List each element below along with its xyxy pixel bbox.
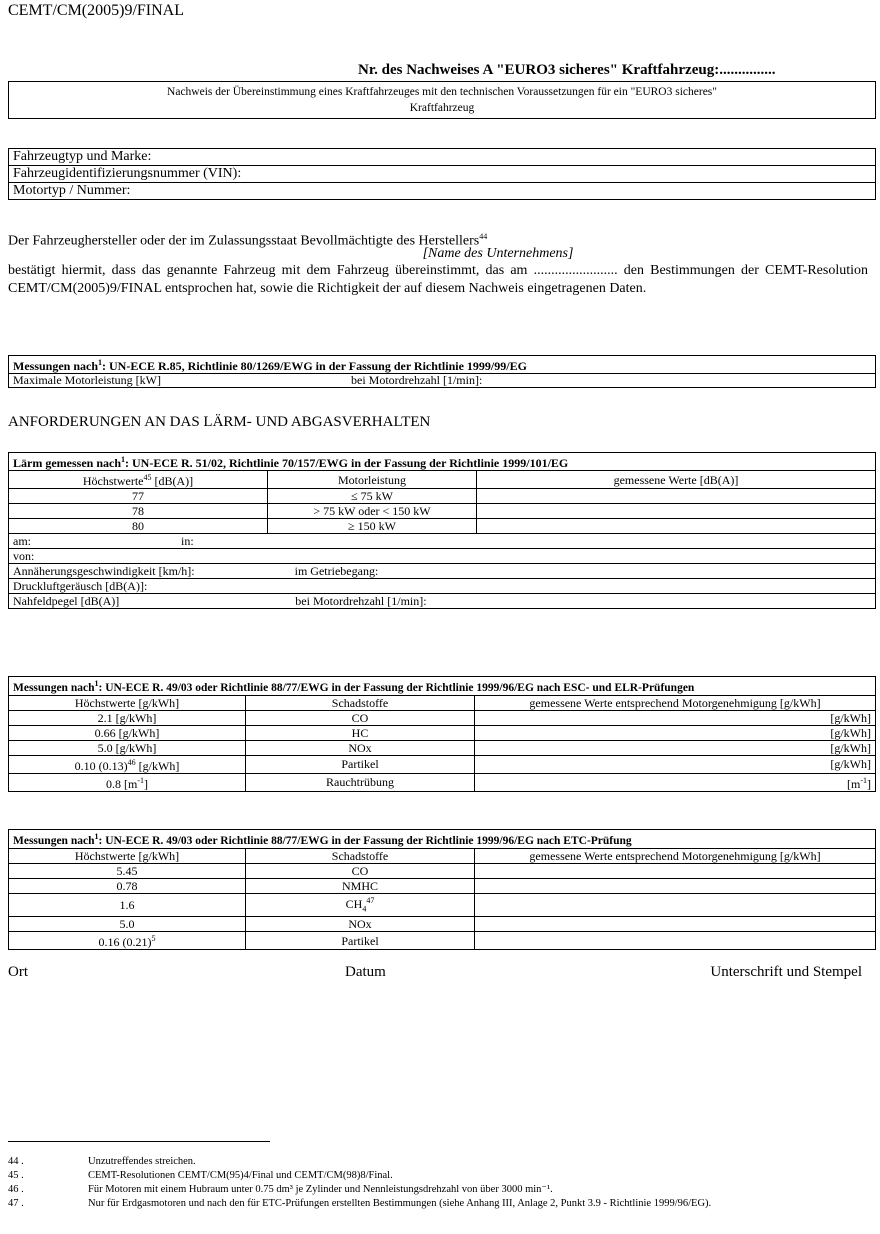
esc-measured-field[interactable]: [g/kWh] <box>475 740 876 755</box>
etc-col-max: Höchstwerte [g/kWh] <box>9 848 246 863</box>
etc-pollutant: NMHC <box>246 878 475 893</box>
table-row <box>9 725 876 740</box>
signature-date-label: Datum <box>345 964 386 980</box>
etc-max-value: 0.78 <box>9 878 246 893</box>
table-row <box>9 755 876 773</box>
esc-measured-field[interactable]: $[m^{-1}]$ <box>475 773 876 791</box>
table-row <box>9 863 876 878</box>
air-noise-field[interactable]: Druckluftgeräusch [dB(A)]: <box>9 579 876 594</box>
table-row <box>9 773 876 791</box>
vehicle-info-table <box>8 148 876 200</box>
noise-power-class: > 75 kW oder < 150 kW <box>268 504 477 519</box>
section-heading: ANFORDERUNGEN AN DAS LÄRM- UND ABGASVERHALTEN <box>8 414 431 430</box>
power-measurement-table <box>8 355 876 388</box>
noise-max-value: 78 <box>9 504 268 519</box>
vehicle-type-field[interactable]: Fahrzeugtyp und Marke: <box>9 149 876 166</box>
etc-measured-field[interactable] <box>475 917 876 932</box>
esc-col-max: Höchstwerte [g/kWh] <box>9 695 246 710</box>
power-measurement-header: Messungen nach$^1$: UN-ECE R.85, Richtlinie 80/1269/EWG in der Fassung der Richtlinie 1999/99/EG <box>9 356 876 374</box>
noise-measured-field[interactable] <box>477 504 876 519</box>
noise-date-place-field[interactable]: am: in: <box>9 534 876 549</box>
etc-measured-field[interactable] <box>475 932 876 950</box>
noise-measured-field[interactable] <box>477 489 876 504</box>
esc-max-value: 0.66 [g/kWh] <box>9 725 246 740</box>
max-power-field[interactable]: Maximale Motorleistung [kW] <box>9 374 348 388</box>
esc-emissions-table <box>8 676 876 792</box>
etc-max-value: 1.6 <box>9 893 246 916</box>
footnote: 47 . Nur für Erdgasmotoren und nach den für ETC-Prüfungen erstellten Bestimmungen (siehe Anhang III, Anlage 2, Punkt 3.9 - Richtlinie 1999/96/EG). <box>8 1198 712 1209</box>
etc-pollutant: NOx <box>246 917 475 932</box>
esc-col-pollutant: Schadstoffe <box>246 695 475 710</box>
noise-measured-field[interactable] <box>477 519 876 534</box>
noise-power-class: ≤ 75 kW <box>268 489 477 504</box>
table-row <box>9 740 876 755</box>
etc-col-pollutant: Schadstoffe <box>246 848 475 863</box>
company-name-placeholder: [Name des Unternehmens] <box>422 246 574 261</box>
table-row <box>9 489 876 504</box>
rpm-field[interactable]: bei Motordrehzahl [1/min]: <box>347 374 876 388</box>
signature-stamp-label: Unterschrift und Stempel <box>710 964 862 980</box>
table-row <box>9 519 876 534</box>
esc-pollutant: CO <box>246 710 475 725</box>
noise-max-value: 80 <box>9 519 268 534</box>
noise-col-measured: gemessene Werte [dB(A)] <box>477 471 876 489</box>
noise-col-power: Motorleistung <box>268 471 477 489</box>
table-row <box>9 710 876 725</box>
esc-max-value: 5.0 [g/kWh] <box>9 740 246 755</box>
etc-max-value: 0.16 $(0.21)^5$ <box>9 932 246 950</box>
noise-table <box>8 452 876 609</box>
footnotes <box>8 1155 868 1211</box>
noise-von-field[interactable]: von: <box>9 549 876 564</box>
etc-measured-field[interactable] <box>475 878 876 893</box>
etc-max-value: 5.45 <box>9 863 246 878</box>
subtitle-line-1: Nachweis der Übereinstimmung eines Kraftfahrzeuges mit den technischen Voraussetzungen für ein "EURO3 sicheres" <box>167 86 717 98</box>
esc-col-measured: gemessene Werte entsprechend Motorgenehmigung [g/kWh] <box>475 695 876 710</box>
etc-emissions-table <box>8 829 876 950</box>
esc-pollutant: Rauchtrübung <box>246 773 475 791</box>
subtitle-line-2: Kraftfahrzeug <box>409 102 475 114</box>
etc-pollutant: Partikel <box>246 932 475 950</box>
etc-header: Messungen nach$^1$: UN-ECE R. 49/03 oder Richtlinie 88/77/EWG in der Fassung der Richtlinie 1999/96/EG nach ETC-Prüfung <box>9 830 876 849</box>
esc-max-value: 0.10 $(0.13)^{46}$ [g/kWh] <box>9 755 246 773</box>
confirmation-text: bestätigt hiermit, dass das genannte Fahrzeug mit dem Fahrzeug übereinstimmt, das am ........................ den Bestimmungen der CEMT-Resolution CEMT/CM(2005)9/FINAL entsprochen hat, sowie die Richtigkeit der auf diesem Nachweis eingetragenen Daten. <box>8 263 868 296</box>
esc-measured-field[interactable]: [g/kWh] <box>475 710 876 725</box>
noise-max-value: 77 <box>9 489 268 504</box>
manufacturer-statement: Der Fahrzeughersteller oder der im Zulassungsstaat Bevollmächtigte des Herstellers$^{44}$ <box>8 232 488 249</box>
table-row <box>9 504 876 519</box>
footnote: 45 . CEMT-Resolutionen CEMT/CM(95)4/Final und CEMT/CM(98)8/Final. <box>8 1170 393 1181</box>
esc-measured-field[interactable]: [g/kWh] <box>475 755 876 773</box>
etc-measured-field[interactable] <box>475 863 876 878</box>
document-id: CEMT/CM(2005)9/FINAL <box>8 2 184 19</box>
certificate-subtitle <box>8 81 876 119</box>
table-row <box>9 893 876 916</box>
noise-col-max: Höchstwerte$^{45}$ [dB(A)] <box>9 471 268 489</box>
etc-measured-field[interactable] <box>475 893 876 916</box>
esc-pollutant: HC <box>246 725 475 740</box>
esc-pollutant: Partikel <box>246 755 475 773</box>
footnote-divider <box>8 1141 270 1142</box>
esc-max-value: 2.1 [g/kWh] <box>9 710 246 725</box>
etc-pollutant: $CH_4^{47}$ <box>246 893 475 916</box>
esc-measured-field[interactable]: [g/kWh] <box>475 725 876 740</box>
etc-max-value: 5.0 <box>9 917 246 932</box>
near-field-level-field[interactable]: Nahfeldpegel [dB(A)] bei Motordrehzahl [1/min]: <box>9 594 876 609</box>
signature-place-label: Ort <box>8 964 28 980</box>
esc-max-value: 0.8 $[m^{-1}]$ <box>9 773 246 791</box>
vin-field[interactable]: Fahrzeugidentifizierungsnummer (VIN): <box>9 166 876 183</box>
certificate-number: Nr. des Nachweises A "EURO3 sicheres" Kraftfahrzeug:............... <box>358 62 776 78</box>
table-row <box>9 878 876 893</box>
table-row <box>9 917 876 932</box>
noise-header: Lärm gemessen nach$^1$: UN-ECE R. 51/02, Richtlinie 70/157/EWG in der Fassung der Richtlinie 1999/101/EG <box>9 453 876 471</box>
etc-col-measured: gemessene Werte entsprechend Motorgenehmigung [g/kWh] <box>475 848 876 863</box>
esc-header: Messungen nach$^1$: UN-ECE R. 49/03 oder Richtlinie 88/77/EWG in der Fassung der Richtlinie 1999/96/EG nach ESC- und ELR-Prüfungen <box>9 677 876 696</box>
approach-speed-field[interactable]: Annäherungsgeschwindigkeit [km/h]: im Getriebegang: <box>9 564 876 579</box>
engine-field[interactable]: Motortyp / Nummer: <box>9 183 876 200</box>
footnote: 46 . Für Motoren mit einem Hubraum unter 0.75 dm³ je Zylinder und Nennleistungsdrehzahl von über 3000 min⁻¹. <box>8 1184 553 1195</box>
noise-power-class: ≥ 150 kW <box>268 519 477 534</box>
footnote: 44 . Unzutreffendes streichen. <box>8 1156 196 1167</box>
table-row <box>9 932 876 950</box>
footnote-ref: 44 <box>479 232 488 241</box>
etc-pollutant: CO <box>246 863 475 878</box>
esc-pollutant: NOx <box>246 740 475 755</box>
